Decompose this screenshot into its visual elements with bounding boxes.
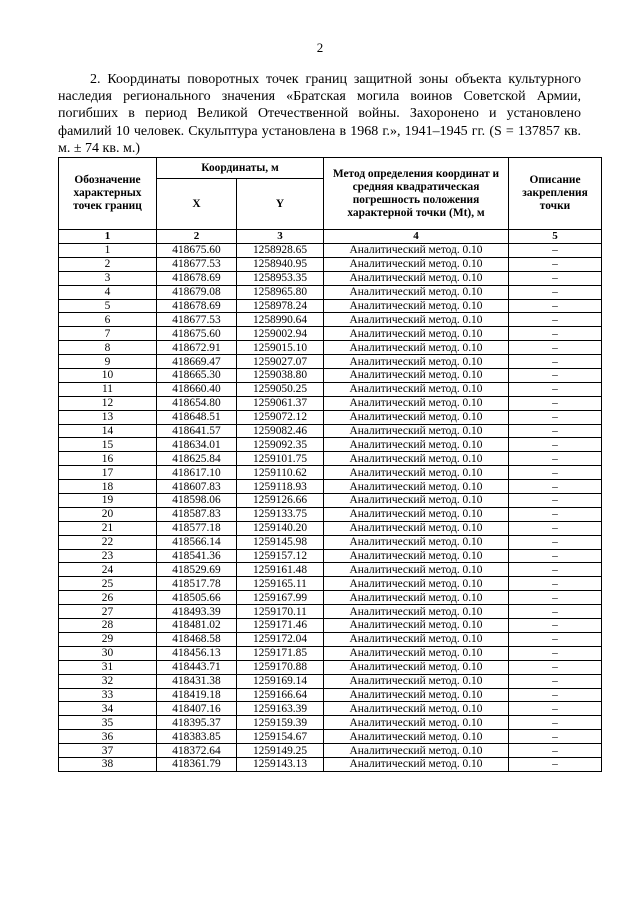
table-row [59,271,602,285]
y-coordinate-cell: 1259159.39 [237,716,324,730]
y-coordinate-cell: 1259157.12 [237,549,324,563]
coordinates-table [58,157,602,772]
table-row [59,660,602,674]
x-coordinate-cell: 418675.60 [157,244,237,258]
description-cell: – [509,271,602,285]
method-cell: Аналитический метод. 0.10 [324,535,509,549]
table-row [59,535,602,549]
description-cell: – [509,605,602,619]
y-coordinate-cell: 1259133.75 [237,507,324,521]
description-cell: – [509,396,602,410]
point-number-cell: 24 [59,563,157,577]
method-cell: Аналитический метод. 0.10 [324,396,509,410]
point-number-cell: 17 [59,466,157,480]
method-cell: Аналитический метод. 0.10 [324,702,509,716]
method-cell: Аналитический метод. 0.10 [324,257,509,271]
method-cell: Аналитический метод. 0.10 [324,410,509,424]
method-cell: Аналитический метод. 0.10 [324,591,509,605]
x-coordinate-cell: 418654.80 [157,396,237,410]
y-coordinate-cell: 1259149.25 [237,744,324,758]
y-coordinate-cell: 1259082.46 [237,424,324,438]
y-coordinate-cell: 1259165.11 [237,577,324,591]
point-number-cell: 23 [59,549,157,563]
description-cell: – [509,660,602,674]
point-number-cell: 13 [59,410,157,424]
y-coordinate-cell: 1258978.24 [237,299,324,313]
table-row [59,327,602,341]
x-coordinate-cell: 418634.01 [157,438,237,452]
method-cell: Аналитический метод. 0.10 [324,271,509,285]
y-coordinate-cell: 1259154.67 [237,730,324,744]
table-row [59,591,602,605]
table-row [59,716,602,730]
description-cell: – [509,257,602,271]
point-number-cell: 4 [59,285,157,299]
y-coordinate-cell: 1259166.64 [237,688,324,702]
x-coordinate-cell: 418665.30 [157,369,237,383]
method-cell: Аналитический метод. 0.10 [324,730,509,744]
column-number: 4 [324,230,509,244]
y-coordinate-cell: 1259170.88 [237,660,324,674]
y-coordinate-cell: 1259015.10 [237,341,324,355]
x-coordinate-cell: 418505.66 [157,591,237,605]
description-cell: – [509,591,602,605]
x-coordinate-cell: 418529.69 [157,563,237,577]
x-coordinate-cell: 418372.64 [157,744,237,758]
table-row [59,438,602,452]
x-coordinate-cell: 418679.08 [157,285,237,299]
table-row [59,730,602,744]
table-row [59,382,602,396]
y-coordinate-cell: 1259110.62 [237,466,324,480]
table-row [59,257,602,271]
header-x: X [157,179,237,230]
y-coordinate-cell: 1259172.04 [237,632,324,646]
description-cell: – [509,285,602,299]
x-coordinate-cell: 418641.57 [157,424,237,438]
table-row [59,480,602,494]
y-coordinate-cell: 1259140.20 [237,521,324,535]
point-number-cell: 12 [59,396,157,410]
point-number-cell: 21 [59,521,157,535]
table-row [59,341,602,355]
point-number-cell: 38 [59,757,157,771]
intro-paragraph: 2. Координаты поворотных точек границ защитной зоны объекта культурного наследия регионального значения «Братская могила воинов Советской Армии, погибших в период Великой Отечественной войны. Захоронено и установлено фамилий 10 человек. Скульптура установлена в 1968 г.», 1941–1945 гг. (S = 137857 кв. м. ± 74 кв. м.) [58,72,581,156]
description-cell: – [509,702,602,716]
method-cell: Аналитический метод. 0.10 [324,313,509,327]
column-number: 5 [509,230,602,244]
method-cell: Аналитический метод. 0.10 [324,327,509,341]
description-cell: – [509,549,602,563]
y-coordinate-cell: 1259167.99 [237,591,324,605]
header-coordinates-group: Координаты, м [157,158,324,179]
y-coordinate-cell: 1259169.14 [237,674,324,688]
point-number-cell: 14 [59,424,157,438]
method-cell: Аналитический метод. 0.10 [324,688,509,702]
table-row [59,577,602,591]
y-coordinate-cell: 1258990.64 [237,313,324,327]
description-cell: – [509,507,602,521]
point-number-cell: 9 [59,355,157,369]
x-coordinate-cell: 418456.13 [157,646,237,660]
method-cell: Аналитический метод. 0.10 [324,632,509,646]
y-coordinate-cell: 1259092.35 [237,438,324,452]
y-coordinate-cell: 1259161.48 [237,563,324,577]
description-cell: – [509,438,602,452]
page-number: 2 [316,40,324,55]
point-number-cell: 1 [59,244,157,258]
description-cell: – [509,341,602,355]
x-coordinate-cell: 418468.58 [157,632,237,646]
x-coordinate-cell: 418669.47 [157,355,237,369]
point-number-cell: 3 [59,271,157,285]
point-number-cell: 26 [59,591,157,605]
y-coordinate-cell: 1259027.07 [237,355,324,369]
method-cell: Аналитический метод. 0.10 [324,605,509,619]
method-cell: Аналитический метод. 0.10 [324,452,509,466]
method-cell: Аналитический метод. 0.10 [324,299,509,313]
description-cell: – [509,466,602,480]
table-row [59,369,602,383]
point-number-cell: 8 [59,341,157,355]
description-cell: – [509,327,602,341]
point-number-cell: 31 [59,660,157,674]
point-number-cell: 5 [59,299,157,313]
description-cell: – [509,369,602,383]
method-cell: Аналитический метод. 0.10 [324,369,509,383]
method-cell: Аналитический метод. 0.10 [324,521,509,535]
description-cell: – [509,313,602,327]
point-number-cell: 10 [59,369,157,383]
x-coordinate-cell: 418566.14 [157,535,237,549]
method-cell: Аналитический метод. 0.10 [324,744,509,758]
description-cell: – [509,494,602,508]
y-coordinate-cell: 1259143.13 [237,757,324,771]
method-cell: Аналитический метод. 0.10 [324,424,509,438]
table-row [59,494,602,508]
x-coordinate-cell: 418395.37 [157,716,237,730]
x-coordinate-cell: 418481.02 [157,619,237,633]
x-coordinate-cell: 418660.40 [157,382,237,396]
column-number: 3 [237,230,324,244]
method-cell: Аналитический метод. 0.10 [324,507,509,521]
table-row [59,549,602,563]
y-coordinate-cell: 1258940.95 [237,257,324,271]
method-cell: Аналитический метод. 0.10 [324,285,509,299]
point-number-cell: 6 [59,313,157,327]
method-cell: Аналитический метод. 0.10 [324,466,509,480]
method-cell: Аналитический метод. 0.10 [324,355,509,369]
x-coordinate-cell: 418678.69 [157,299,237,313]
y-coordinate-cell: 1259072.12 [237,410,324,424]
header-description: Описание закрепления точки [509,158,602,230]
description-cell: – [509,355,602,369]
table-row [59,744,602,758]
table-row [59,757,602,771]
description-cell: – [509,730,602,744]
point-number-cell: 30 [59,646,157,660]
method-cell: Аналитический метод. 0.10 [324,341,509,355]
x-coordinate-cell: 418598.06 [157,494,237,508]
y-coordinate-cell: 1259163.39 [237,702,324,716]
y-coordinate-cell: 1259171.46 [237,619,324,633]
description-cell: – [509,716,602,730]
point-number-cell: 15 [59,438,157,452]
point-number-cell: 28 [59,619,157,633]
point-number-cell: 22 [59,535,157,549]
x-coordinate-cell: 418361.79 [157,757,237,771]
header-y: Y [237,179,324,230]
x-coordinate-cell: 418587.83 [157,507,237,521]
point-number-cell: 11 [59,382,157,396]
x-coordinate-cell: 418677.53 [157,313,237,327]
x-coordinate-cell: 418675.60 [157,327,237,341]
point-number-cell: 25 [59,577,157,591]
method-cell: Аналитический метод. 0.10 [324,244,509,258]
table-body [59,244,602,772]
y-coordinate-cell: 1258928.65 [237,244,324,258]
method-cell: Аналитический метод. 0.10 [324,674,509,688]
method-cell: Аналитический метод. 0.10 [324,660,509,674]
point-number-cell: 7 [59,327,157,341]
x-coordinate-cell: 418443.71 [157,660,237,674]
point-number-cell: 35 [59,716,157,730]
method-cell: Аналитический метод. 0.10 [324,549,509,563]
description-cell: – [509,424,602,438]
y-coordinate-cell: 1259038.80 [237,369,324,383]
table-row [59,466,602,480]
table-row [59,355,602,369]
method-cell: Аналитический метод. 0.10 [324,438,509,452]
table-row [59,424,602,438]
point-number-cell: 27 [59,605,157,619]
x-coordinate-cell: 418672.91 [157,341,237,355]
point-number-cell: 33 [59,688,157,702]
method-cell: Аналитический метод. 0.10 [324,480,509,494]
method-cell: Аналитический метод. 0.10 [324,757,509,771]
description-cell: – [509,688,602,702]
method-cell: Аналитический метод. 0.10 [324,563,509,577]
y-coordinate-cell: 1258953.35 [237,271,324,285]
table-row [59,285,602,299]
description-cell: – [509,410,602,424]
description-cell: – [509,619,602,633]
y-coordinate-cell: 1259101.75 [237,452,324,466]
x-coordinate-cell: 418419.18 [157,688,237,702]
x-coordinate-cell: 418678.69 [157,271,237,285]
table-row [59,521,602,535]
x-coordinate-cell: 418493.39 [157,605,237,619]
description-cell: – [509,674,602,688]
point-number-cell: 19 [59,494,157,508]
x-coordinate-cell: 418607.83 [157,480,237,494]
x-coordinate-cell: 418517.78 [157,577,237,591]
x-coordinate-cell: 418431.38 [157,674,237,688]
header-method: Метод определения координат и средняя квадратическая погрешность положения характерной точки (Mt), м [324,158,509,230]
description-cell: – [509,646,602,660]
y-coordinate-cell: 1259171.85 [237,646,324,660]
description-cell: – [509,577,602,591]
point-number-cell: 16 [59,452,157,466]
table-row [59,632,602,646]
y-coordinate-cell: 1258965.80 [237,285,324,299]
table-row [59,299,602,313]
table-row [59,452,602,466]
point-number-cell: 20 [59,507,157,521]
description-cell: – [509,244,602,258]
header-row-1 [59,158,602,179]
point-number-cell: 37 [59,744,157,758]
y-coordinate-cell: 1259145.98 [237,535,324,549]
point-number-cell: 36 [59,730,157,744]
method-cell: Аналитический метод. 0.10 [324,494,509,508]
table-row [59,646,602,660]
method-cell: Аналитический метод. 0.10 [324,619,509,633]
description-cell: – [509,535,602,549]
method-cell: Аналитический метод. 0.10 [324,716,509,730]
x-coordinate-cell: 418625.84 [157,452,237,466]
table-row [59,605,602,619]
table-row [59,313,602,327]
x-coordinate-cell: 418577.18 [157,521,237,535]
y-coordinate-cell: 1259002.94 [237,327,324,341]
point-number-cell: 2 [59,257,157,271]
description-cell: – [509,382,602,396]
method-cell: Аналитический метод. 0.10 [324,577,509,591]
y-coordinate-cell: 1259050.25 [237,382,324,396]
x-coordinate-cell: 418541.36 [157,549,237,563]
column-numbers-row [59,230,602,244]
description-cell: – [509,480,602,494]
x-coordinate-cell: 418677.53 [157,257,237,271]
description-cell: – [509,632,602,646]
y-coordinate-cell: 1259118.93 [237,480,324,494]
description-cell: – [509,452,602,466]
header-point-designation: Обозначение характерных точек границ [59,158,157,230]
point-number-cell: 29 [59,632,157,646]
method-cell: Аналитический метод. 0.10 [324,646,509,660]
table-row [59,410,602,424]
y-coordinate-cell: 1259126.66 [237,494,324,508]
table-row [59,563,602,577]
y-coordinate-cell: 1259170.11 [237,605,324,619]
x-coordinate-cell: 418648.51 [157,410,237,424]
y-coordinate-cell: 1259061.37 [237,396,324,410]
table-row [59,619,602,633]
table-row [59,688,602,702]
method-cell: Аналитический метод. 0.10 [324,382,509,396]
table-row [59,702,602,716]
point-number-cell: 18 [59,480,157,494]
x-coordinate-cell: 418617.10 [157,466,237,480]
column-number: 2 [157,230,237,244]
point-number-cell: 32 [59,674,157,688]
column-number: 1 [59,230,157,244]
table-row [59,507,602,521]
description-cell: – [509,563,602,577]
description-cell: – [509,757,602,771]
description-cell: – [509,299,602,313]
x-coordinate-cell: 418407.16 [157,702,237,716]
point-number-cell: 34 [59,702,157,716]
description-cell: – [509,521,602,535]
table-row [59,674,602,688]
description-cell: – [509,744,602,758]
table-row [59,244,602,258]
table-row [59,396,602,410]
x-coordinate-cell: 418383.85 [157,730,237,744]
